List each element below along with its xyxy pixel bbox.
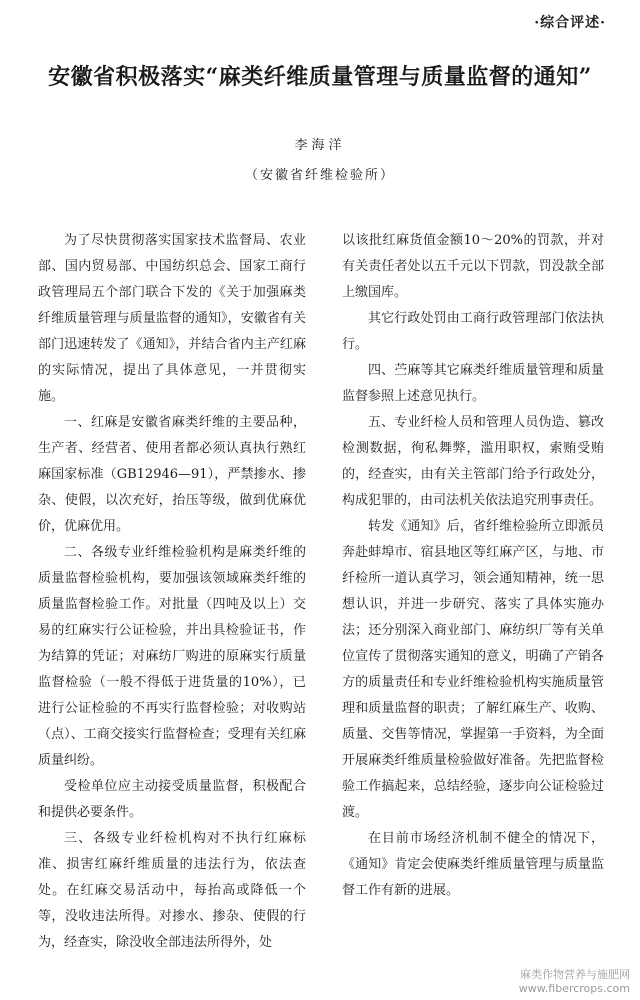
paragraph: 四、苎麻等其它麻类纤维质量管理和质量监督参照上述意见执行。 <box>342 363 604 404</box>
paragraph: 五、专业纤检人员和管理人员伪造、篡改检测数据，徇私舞弊，滥用职权，索贿受贿的，经查实，由有关主管部门给予行政处分，构成犯罪的，由司法机关依法追究刑事责任。 <box>342 415 604 508</box>
article-author: 李海洋 <box>294 138 346 153</box>
right-column <box>342 228 604 904</box>
paragraph: 受检单位应主动接受质量监督，积极配合和提供必要条件。 <box>38 779 306 820</box>
watermark-url: www.fibercrops.com <box>518 982 630 995</box>
article-affiliation: （安徽省纤维检验所） <box>244 168 395 183</box>
paragraph: 以该批红麻货值金额10～20%的罚款，并对有关责任者处以五千元以下罚款，罚没款全部上缴国库。 <box>342 233 604 300</box>
paragraph: 在目前市场经济机制不健全的情况下，《通知》肯定会使麻类纤维质量管理与质量监督工作有新的进展。 <box>342 831 604 898</box>
paragraph: 转发《通知》后，省纤维检验所立即派员奔赴蚌埠市、宿县地区等红麻产区，与地、市纤检所一道认真学习，领会通知精神，统一思想认识，并进一步研究、落实了具体实施办法；还分别深入商业部门、麻纺织厂等有关单位宣传了贯彻落实通知的意义，明确了产销各方的质量责任和专业纤维检验机构实施质量管理和质量监督的职责；了解红麻生产、收购、质量、交售等情况，掌握第一手资料，为全面开展麻类纤维质量检验做好准备。先把监督检验工作搞起来，总结经验，逐步向公证检验过渡。 <box>342 519 604 820</box>
section-tag: ·综合评述· <box>534 15 606 31</box>
paragraph: 二、各级专业纤维检验机构是麻类纤维的质量监督检验机构，要加强该领域麻类纤维的质量监督检验工作。对批量（四吨及以上）交易的红麻实行公证检验，并出具检验证书，作为结算的凭证；对麻纺厂购进的原麻实行质量监督检验（一般不得低于进货量的10%），已进行公证检验的不再实行监督检验；对收购站（点）、工商交接实行监督检查；受理有关红麻质量纠纷。 <box>38 545 306 768</box>
site-watermark <box>519 968 630 996</box>
left-column <box>38 228 306 956</box>
paragraph: 其它行政处罚由工商行政管理部门依法执行。 <box>342 311 604 352</box>
watermark-line: 麻类作物营养与施肥网 <box>520 968 630 981</box>
article-title: 安徽省积极落实“麻类纤维质量管理与质量监督的通知” <box>48 64 592 90</box>
paragraph: 为了尽快贯彻落实国家技术监督局、农业部、国内贸易部、中国纺织总会、国家工商行政管理局五个部门联合下发的《关于加强麻类纤维质量管理与质量监督的通知》，安徽省有关部门迅速转发了《通知》，并结合省内主产红麻的实际情况，提出了具体意见，一并贯彻实施。 <box>38 233 306 404</box>
paragraph: 一、红麻是安徽省麻类纤维的主要品种，生产者、经营者、使用者都必须认真执行熟红麻国家标准（GB12946—91），严禁掺水、掺杂、使假，以次充好，抬压等级，做到优麻优价，优麻优用。 <box>38 415 306 534</box>
paragraph: 三、各级专业纤检机构对不执行红麻标准、损害红麻纤维质量的违法行为，依法查处。在红麻交易活动中，每抬高或降低一个等，没收违法所得。对掺水、掺杂、使假的行为，经查实，除没收全部违法所得外，处 <box>38 831 306 950</box>
